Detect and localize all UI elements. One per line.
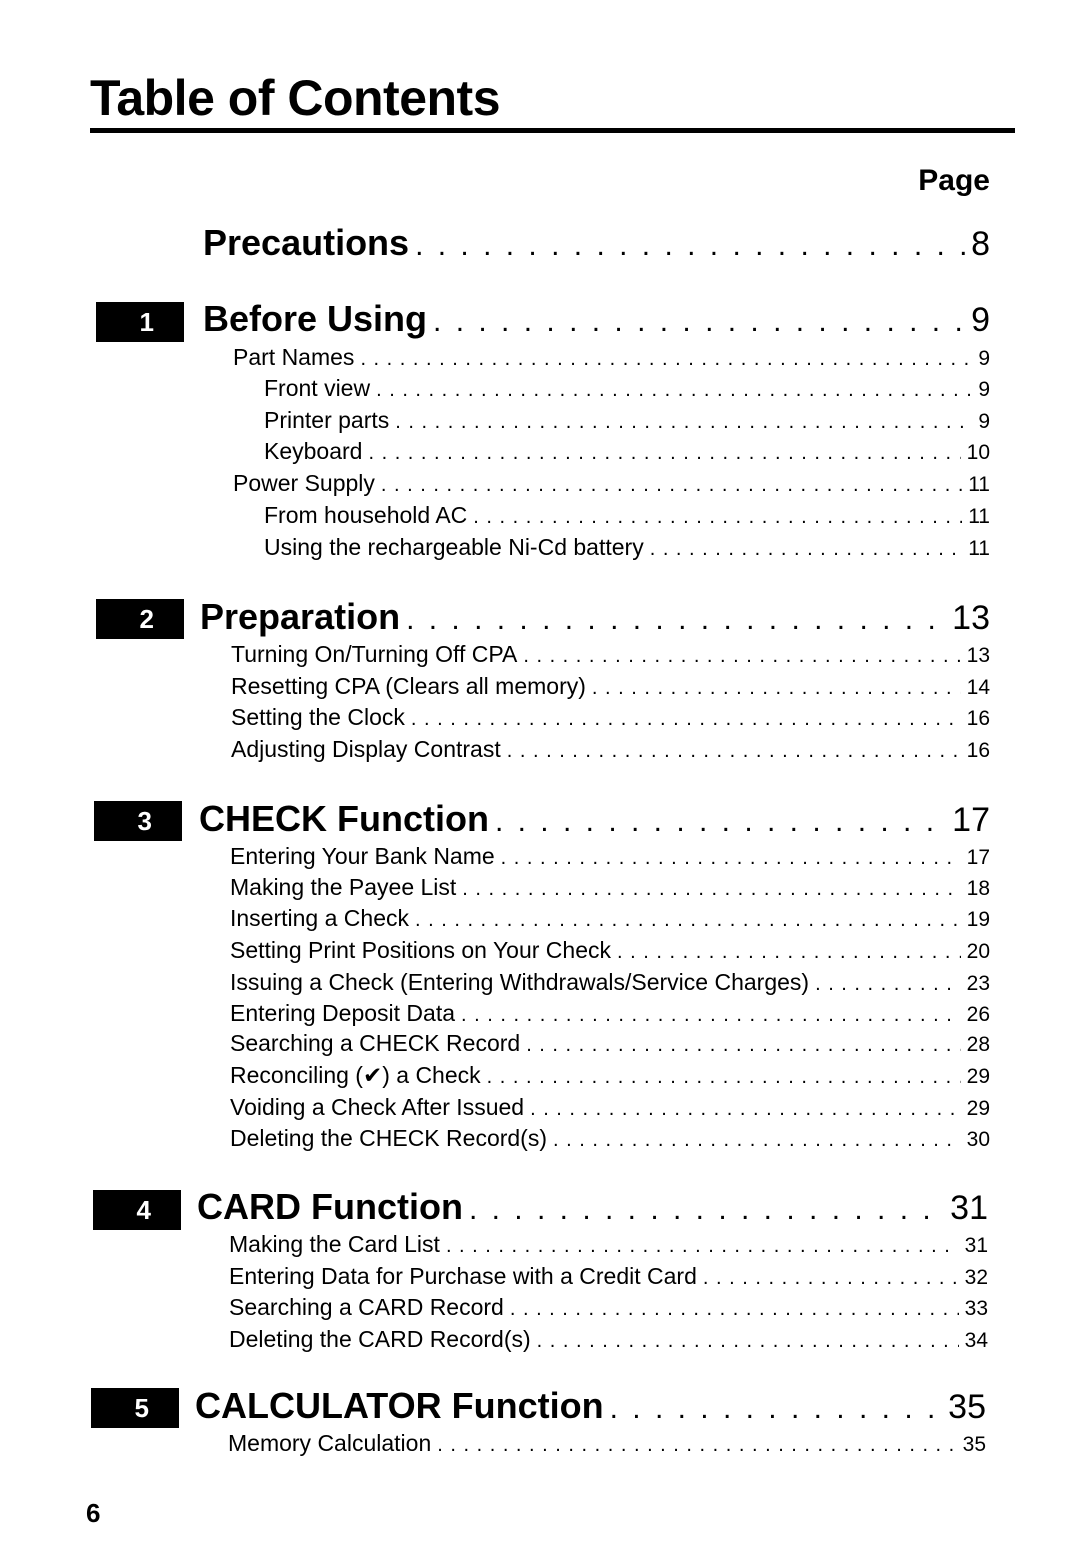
toc-entry[interactable] <box>230 843 990 873</box>
entry-page: 9 <box>978 378 990 401</box>
toc-entry[interactable] <box>264 407 990 437</box>
entry-label: Searching a CARD Record <box>229 1294 504 1320</box>
toc-entry[interactable] <box>233 344 990 374</box>
dot-leader <box>610 1392 943 1426</box>
section-badge-3: 3 <box>94 801 182 841</box>
section-title: CALCULATOR Function <box>195 1385 604 1426</box>
toc-section-precautions[interactable] <box>203 222 990 266</box>
entry-page: 32 <box>964 1266 988 1289</box>
entry-page: 23 <box>966 972 990 995</box>
toc-entry[interactable] <box>230 1125 990 1155</box>
entry-label: Entering Deposit Data <box>230 1000 456 1026</box>
dot-leader <box>592 677 961 700</box>
entry-label: Searching a CHECK Record <box>230 1030 521 1056</box>
entry-page: 9 <box>978 410 990 433</box>
dot-leader <box>433 305 965 339</box>
toc-entry[interactable] <box>230 1094 990 1124</box>
entry-label: Turning On/Turning Off CPA <box>231 641 518 667</box>
entry-label: Voiding a Check After Issued <box>230 1094 525 1120</box>
entry-label: Deleting the CHECK Record(s) <box>230 1125 548 1151</box>
dot-leader <box>381 474 962 497</box>
section-title: CHECK Function <box>199 798 489 839</box>
toc-entry[interactable] <box>230 937 990 967</box>
entry-label: Setting Print Positions on Your Check <box>230 937 612 963</box>
entry-page: 30 <box>966 1128 990 1151</box>
entry-page: 19 <box>966 908 990 931</box>
entry-page: 33 <box>964 1297 988 1320</box>
toc-entry[interactable] <box>230 874 990 904</box>
entry-label: Entering Your Bank Name <box>230 843 495 869</box>
entry-page: 13 <box>966 644 990 667</box>
section-badge-5: 5 <box>91 1388 179 1428</box>
dot-leader <box>415 909 961 932</box>
entry-label: Part Names <box>233 344 355 370</box>
toc-entry[interactable] <box>231 704 990 734</box>
toc-entry[interactable] <box>264 375 990 405</box>
dot-leader <box>501 847 961 870</box>
toc-entry[interactable] <box>264 534 990 564</box>
dot-leader <box>523 645 960 668</box>
entry-label: Power Supply <box>233 470 375 496</box>
entry-label: Issuing a Check (Entering Withdrawals/Service Charges) <box>230 969 810 995</box>
entry-label: Memory Calculation <box>228 1430 432 1456</box>
entry-page: 16 <box>966 739 990 762</box>
section-title: CARD Function <box>197 1186 463 1227</box>
entry-label: Front view <box>264 375 371 401</box>
dot-leader <box>446 1235 959 1258</box>
entry-label: Making the Card List <box>229 1231 440 1257</box>
toc-entry[interactable] <box>229 1294 988 1324</box>
dot-leader <box>462 878 960 901</box>
entry-label: Inserting a Check <box>230 905 409 931</box>
section-page: 35 <box>948 1388 986 1426</box>
dot-leader <box>437 1434 956 1457</box>
toc-entry[interactable] <box>233 470 990 500</box>
entry-label: From household AC <box>264 502 468 528</box>
dot-leader <box>415 229 965 263</box>
entry-label: Resetting CPA (Clears all memory) <box>231 673 586 699</box>
entry-page: 17 <box>966 846 990 869</box>
section-page: 8 <box>971 225 990 263</box>
dot-leader <box>368 442 960 465</box>
dot-leader <box>376 379 972 402</box>
dot-leader <box>617 941 961 964</box>
entry-label: Printer parts <box>264 407 390 433</box>
dot-leader <box>507 740 961 763</box>
section-badge-2: 2 <box>96 599 184 639</box>
entry-page: 11 <box>968 473 990 496</box>
entry-label: Reconciling (✔) a Check <box>230 1062 481 1088</box>
entry-label: Keyboard <box>264 438 363 464</box>
toc-entry[interactable] <box>229 1231 988 1261</box>
dot-leader <box>473 506 962 529</box>
entry-page: 9 <box>978 347 990 370</box>
entry-page: 35 <box>962 1433 986 1456</box>
dot-leader <box>461 1004 961 1027</box>
toc-entry[interactable] <box>230 1062 990 1092</box>
toc-section-calculator-function[interactable] <box>195 1385 986 1429</box>
dot-leader <box>406 603 946 637</box>
entry-page: 14 <box>966 676 990 699</box>
title-rule <box>90 128 1015 133</box>
toc-entry[interactable] <box>229 1326 988 1356</box>
entry-page: 29 <box>966 1065 990 1088</box>
section-page: 17 <box>952 801 990 839</box>
dot-leader <box>495 805 946 839</box>
section-badge-4: 4 <box>93 1190 181 1230</box>
toc-section-preparation[interactable] <box>200 596 990 640</box>
toc-entry[interactable] <box>230 905 990 935</box>
entry-label: Deleting the CARD Record(s) <box>229 1326 531 1352</box>
toc-entry[interactable] <box>231 641 990 671</box>
dot-leader <box>537 1330 959 1353</box>
entry-label: Entering Data for Purchase with a Credit Card <box>229 1263 697 1289</box>
section-title: Before Using <box>203 298 428 339</box>
dot-leader <box>703 1267 959 1290</box>
dot-leader <box>510 1298 959 1321</box>
entry-page: 26 <box>966 1003 990 1026</box>
toc-entry[interactable] <box>264 502 990 532</box>
toc-entry[interactable] <box>264 438 990 468</box>
section-badge-1: 1 <box>96 302 184 342</box>
page-number: 6 <box>86 1498 101 1528</box>
dot-leader <box>395 411 972 434</box>
section-title: Precautions <box>203 222 410 263</box>
dot-leader <box>487 1066 961 1089</box>
toc-entry[interactable] <box>230 1000 990 1030</box>
entry-page: 29 <box>966 1097 990 1120</box>
toc-section-check-function[interactable] <box>199 798 990 842</box>
entry-label: Making the Payee List <box>230 874 457 900</box>
entry-page: 11 <box>968 537 990 560</box>
entry-page: 34 <box>964 1329 988 1352</box>
entry-page: 11 <box>968 505 990 528</box>
entry-page: 16 <box>966 707 990 730</box>
dot-leader <box>815 973 961 996</box>
entry-label: Adjusting Display Contrast <box>231 736 501 762</box>
toc-entry[interactable] <box>231 673 990 703</box>
toc-entry[interactable] <box>230 969 990 999</box>
toc-section-before-using[interactable] <box>203 298 990 342</box>
entry-label: Setting the Clock <box>231 704 405 730</box>
entry-page: 20 <box>966 940 990 963</box>
toc-entry[interactable] <box>229 1263 988 1293</box>
dot-leader <box>411 708 961 731</box>
page-column-heading: Page <box>918 164 990 197</box>
entry-page: 31 <box>964 1234 988 1257</box>
dot-leader <box>650 538 962 561</box>
entry-page: 10 <box>966 441 990 464</box>
toc-section-card-function[interactable] <box>197 1186 988 1230</box>
page-title: Table of Contents <box>90 70 501 126</box>
toc-entry[interactable] <box>228 1430 986 1460</box>
toc-entry[interactable] <box>230 1030 990 1060</box>
section-title: Preparation <box>200 596 401 637</box>
dot-leader <box>553 1129 961 1152</box>
entry-label: Using the rechargeable Ni-Cd battery <box>264 534 644 560</box>
dot-leader <box>469 1193 944 1227</box>
section-page: 31 <box>950 1189 988 1227</box>
dot-leader <box>360 348 972 371</box>
entry-page: 28 <box>966 1033 990 1056</box>
section-page: 13 <box>952 599 990 637</box>
dot-leader <box>526 1034 960 1057</box>
dot-leader <box>530 1098 961 1121</box>
toc-entry[interactable] <box>231 736 990 766</box>
entry-page: 18 <box>966 877 990 900</box>
section-page: 9 <box>971 301 990 339</box>
